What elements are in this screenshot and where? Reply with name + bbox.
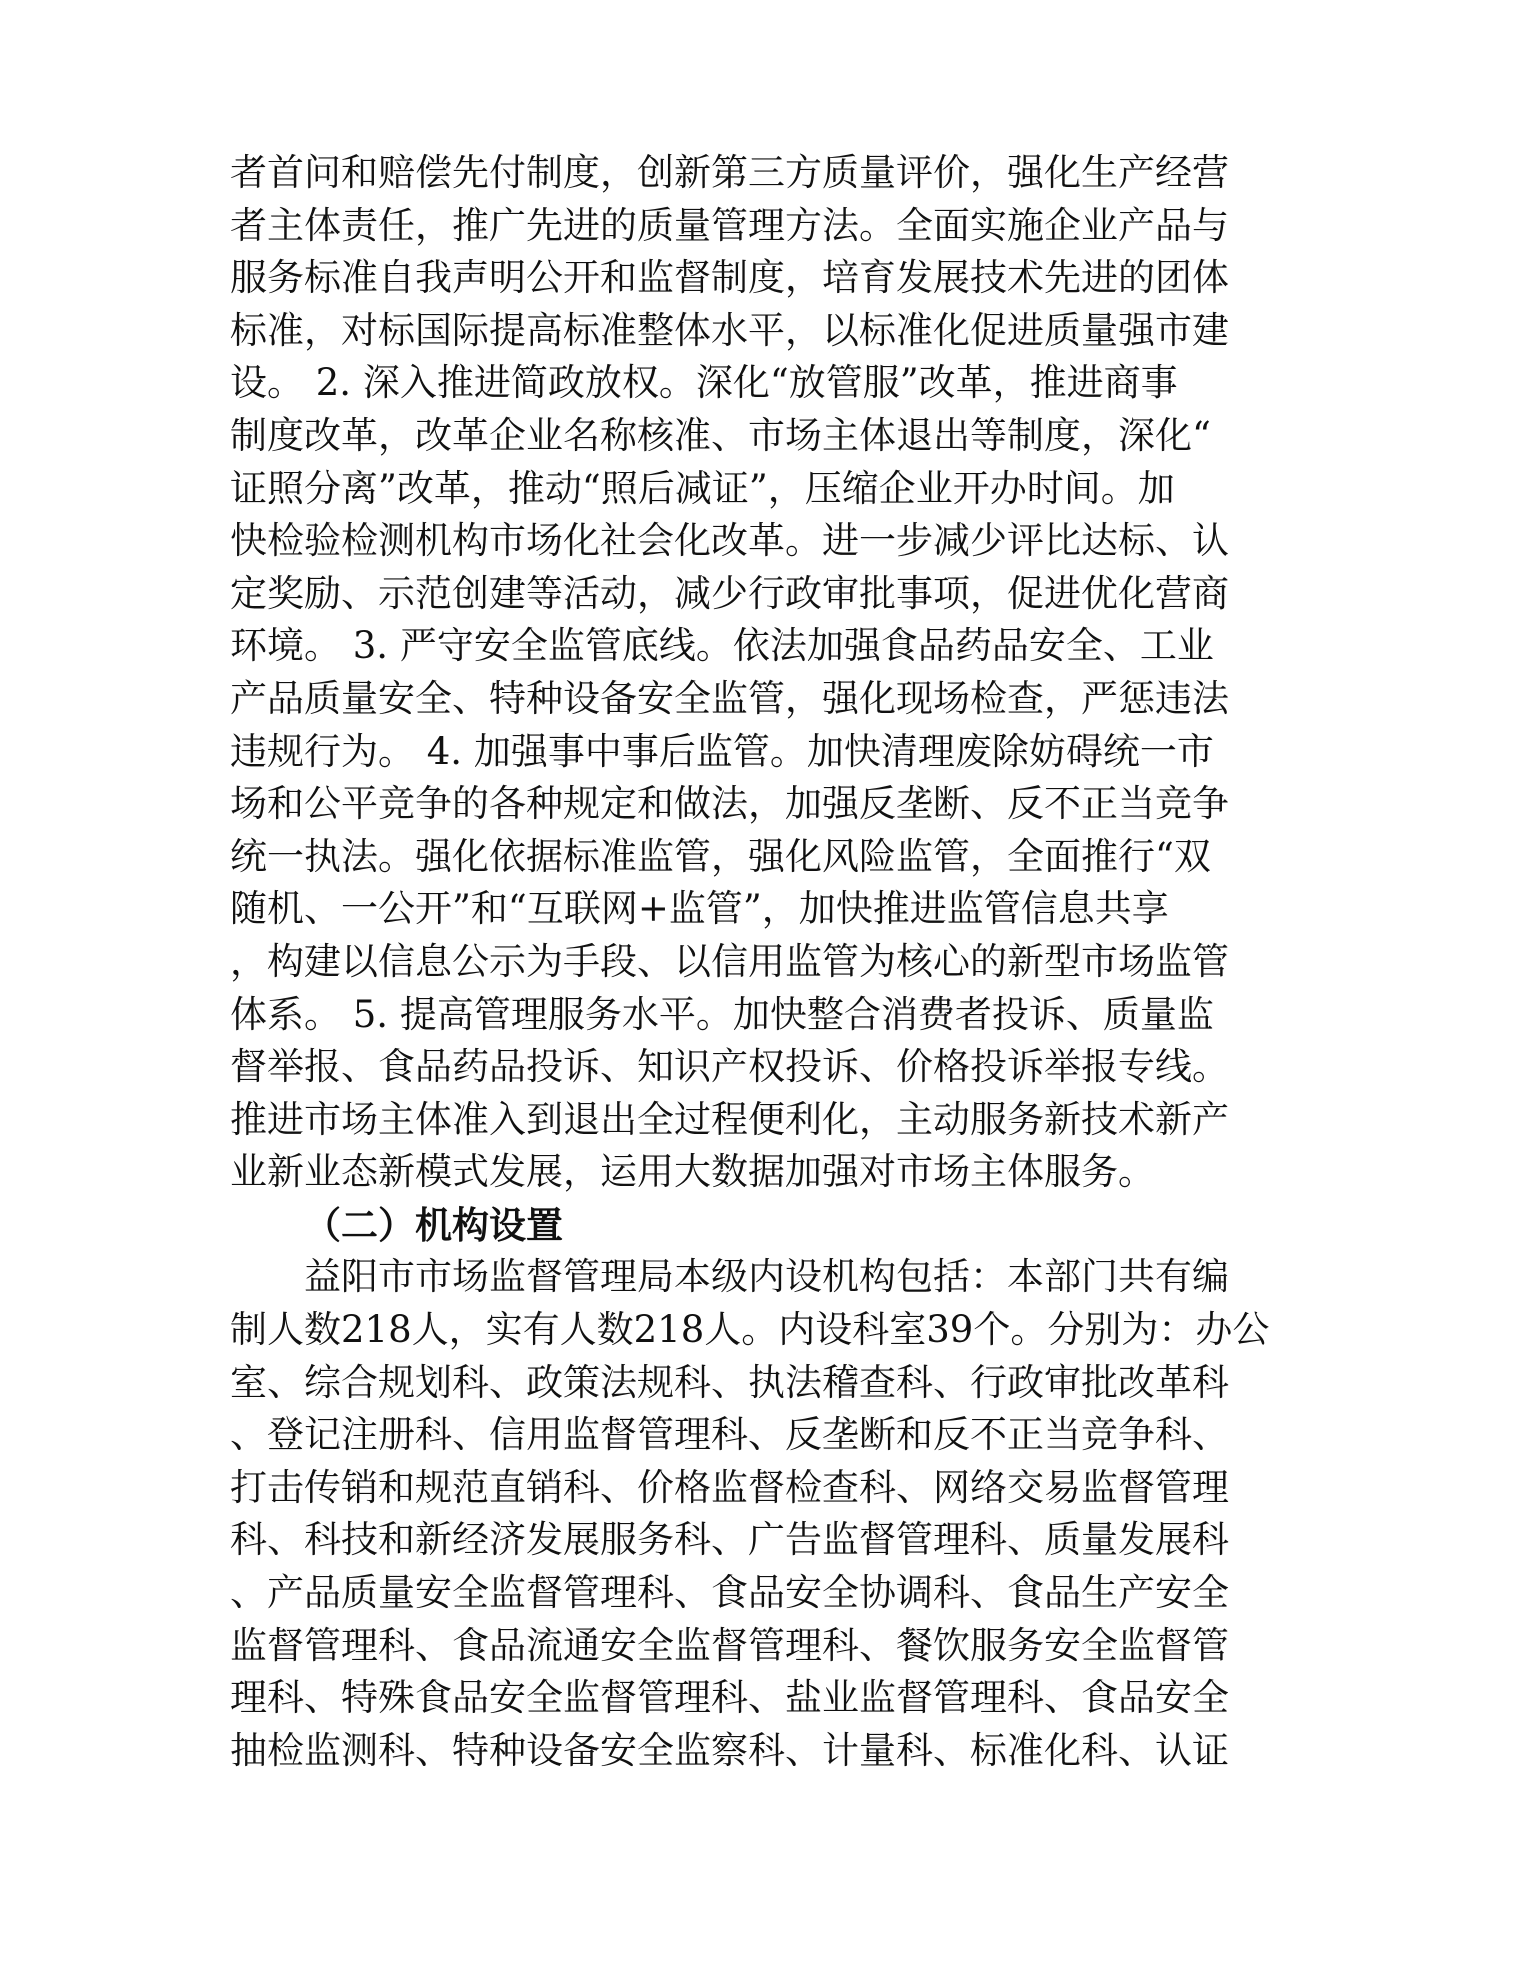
text-line: 快检验检测机构市场化社会化改革。进一步减少评比达标、认	[230, 519, 1229, 563]
body-text-part1	[230, 147, 1310, 1777]
text-line: 场和公平竞争的各种规定和做法，加强反垄断、反不正当竞争	[230, 782, 1229, 826]
section-heading: （二）机构设置	[304, 1202, 563, 1247]
text-line: 违规行为。 4. 加强事中事后监管。加快清理废除妨碍统一市	[230, 729, 1214, 773]
text-line: 设。 2. 深入推进简政放权。深化“放管服”改革，推进商事	[230, 361, 1178, 405]
text-line: 随机、一公开”和“互联网+监管”，加快推进监管信息共享	[230, 887, 1169, 931]
text-line: 推进市场主体准入到退出全过程便利化，主动服务新技术新产	[230, 1097, 1229, 1141]
text-line: 制度改革，改革企业名称核准、市场主体退出等制度，深化“	[230, 413, 1211, 457]
text-line: 体系。 5. 提高管理服务水平。加快整合消费者投诉、质量监	[230, 992, 1214, 1036]
text-line: ，构建以信息公示为手段、以信用监管为核心的新型市场监管	[230, 939, 1229, 983]
text-line: 科、科技和新经济发展服务科、广告监督管理科、质量发展科	[230, 1518, 1229, 1562]
text-line: 统一执法。强化依据标准监管，强化风险监管，全面推行“双	[230, 834, 1211, 878]
text-line: 环境。 3. 严守安全监管底线。依法加强食品药品安全、工业	[230, 624, 1214, 668]
text-line: 、登记注册科、信用监督管理科、反垄断和反不正当竞争科、	[230, 1413, 1229, 1457]
text-line: 者主体责任，推广先进的质量管理方法。全面实施企业产品与	[230, 203, 1229, 247]
text-line: 室、综合规划科、政策法规科、执法稽查科、行政审批改革科	[230, 1360, 1229, 1404]
text-line: 益阳市市场监督管理局本级内设机构包括：本部门共有编	[230, 1255, 1229, 1299]
text-line: 证照分离”改革，推动“照后减证”，压缩企业开办时间。加	[230, 466, 1175, 510]
text-line: 监督管理科、食品流通安全监督管理科、餐饮服务安全监督管	[230, 1623, 1229, 1667]
text-line: 打击传销和规范直销科、价格监督检查科、网络交易监督管理	[230, 1465, 1229, 1509]
text-line: 、产品质量安全监督管理科、食品安全协调科、食品生产安全	[230, 1571, 1229, 1615]
text-line: 者首问和赔偿先付制度，创新第三方质量评价，强化生产经营	[230, 151, 1229, 194]
text-line: 督举报、食品药品投诉、知识产权投诉、价格投诉举报专线。	[230, 1045, 1229, 1089]
text-line: 定奖励、示范创建等活动，减少行政审批事项，促进优化营商	[230, 571, 1229, 615]
text-line: 标准，对标国际提高标准整体水平，以标准化促进质量强市建	[230, 308, 1229, 352]
text-line: 产品质量安全、特种设备安全监管，强化现场检查，严惩违法	[230, 676, 1229, 720]
text-line: 服务标准自我声明公开和监督制度，培育发展技术先进的团体	[230, 256, 1229, 300]
text-line: 理科、特殊食品安全监督管理科、盐业监督管理科、食品安全	[230, 1676, 1229, 1720]
text-line: 制人数218人，实有人数218人。内设科室39个。分别为：办公	[230, 1308, 1270, 1352]
text-line: 业新业态新模式发展，运用大数据加强对市场主体服务。	[230, 1150, 1155, 1194]
text-line: 抽检监测科、特种设备安全监察科、计量科、标准化科、认证	[230, 1728, 1229, 1772]
